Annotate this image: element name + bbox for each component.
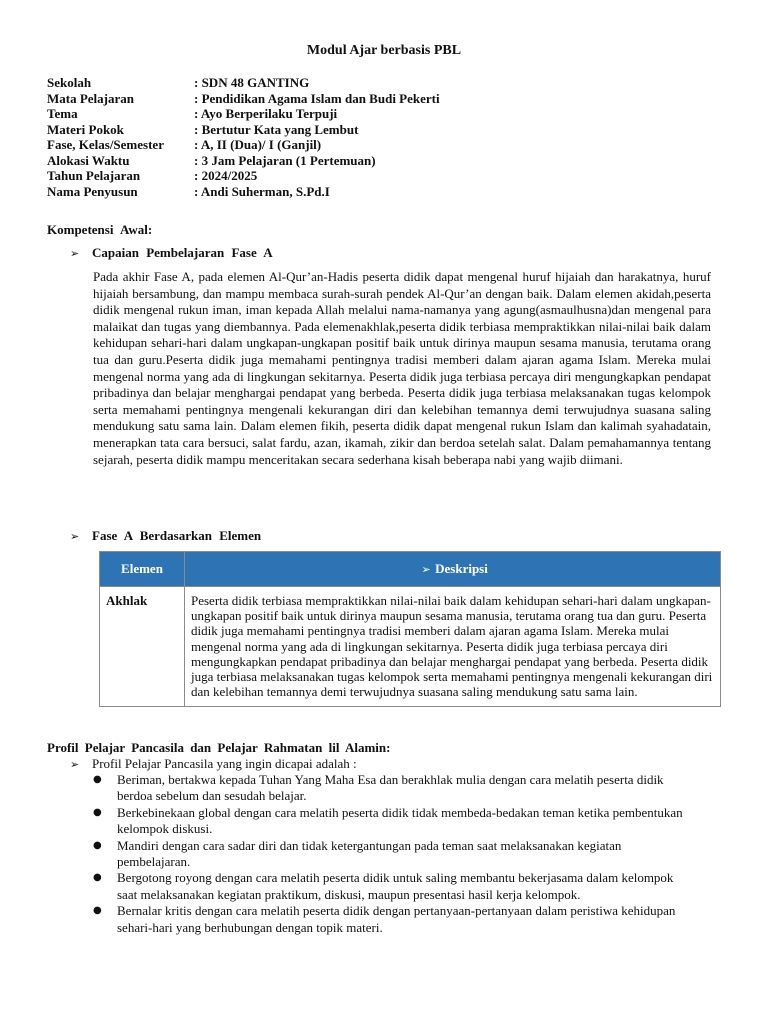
info-label: Alokasi Waktu	[47, 152, 130, 168]
capaian-heading-text: Capaian Pembelajaran Fase A	[92, 245, 273, 260]
list-item-text: Beriman, bertakwa kepada Tuhan Yang Maha Esa dan berakhlak mulia dengan cara melatih peserta didik berdoa sebelum dan sesudah belajar.	[117, 772, 664, 804]
list-item	[93, 838, 683, 871]
list-item-text: Bergotong royong dengan cara melatih peserta didik untuk saling membantu bekerjasama dalam kelompok saat melaksanakan kegiatan praktikum, diskusi, maupun presentasi hasil kerja kelompok.	[117, 870, 674, 902]
capaian-heading	[70, 245, 273, 261]
info-label: Fase, Kelas/Semester	[47, 137, 164, 152]
info-value: : Andi Suherman, S.Pd.I	[194, 183, 330, 199]
info-label: Sekolah	[47, 75, 92, 90]
info-row	[47, 184, 440, 200]
list-item	[93, 805, 683, 838]
list-item	[93, 772, 683, 805]
table-cell-deskripsi: Peserta didik terbiasa mempraktikkan nilai-nilai baik dalam kehidupan sehari-hari dalam ungkapan-ungkapan positif baik untuk dirinya maupun sesama manusia, terutama orang tua dan guru. Peserta didik juga memahami pentingnya tradisi memberi dalam ajaran agama Islam. Mereka mulai mengenal norma yang ada di lingkungan sekitarnya. Peserta didik juga terbiasa percaya diri mengungkapkan pendapat pribadinya dan belajar menghargai pendapat yang berbeda. Peserta didik juga terbiasa melaksanakan tugas kelompok serta memahami pentingnya mengenali kekurangan diri dan kelebihan temannya demi terwujudnya suasana saling mendukung satu sama lain.	[185, 587, 721, 707]
profil-heading: Profil Pelajar Pancasila dan Pelajar Rahmatan lil Alamin:	[47, 740, 391, 755]
bullet-dot-icon: ●	[93, 806, 102, 818]
list-item	[93, 903, 683, 936]
info-row	[47, 75, 440, 91]
info-label: Tahun Pelajaran	[47, 168, 141, 183]
info-label: Tema	[47, 106, 78, 121]
info-label: Nama Penyusun	[47, 183, 138, 199]
info-value: : Bertutur Kata yang Lembut	[194, 121, 359, 137]
table-row	[100, 587, 721, 707]
arrowhead-bullet-icon: ➢	[70, 247, 80, 260]
bullet-dot-icon: ●	[93, 774, 102, 785]
info-value: : Pendidikan Agama Islam dan Budi Pekerti	[194, 90, 440, 106]
bullet-dot-icon: ●	[93, 872, 102, 884]
elemen-table	[99, 551, 721, 707]
table-cell-elemen: Akhlak	[100, 587, 185, 707]
bullet-dot-icon: ●	[93, 839, 102, 851]
document-title: Modul Ajar berbasis PBL	[306, 43, 462, 58]
list-item-text: Bernalar kritis dengan cara melatih peserta didik dengan pertanyaan-pertanyaan dalam peristiwa kehidupan sehari-hari yang berhubungan dengan topik materi.	[117, 903, 676, 935]
info-value: : SDN 48 GANTING	[194, 75, 310, 90]
info-value: : 2024/2025	[194, 168, 258, 183]
column-header-deskripsi	[185, 552, 721, 587]
table-header-row	[100, 552, 721, 587]
identity-info	[47, 75, 440, 199]
column-header-deskripsi-text: Deskripsi	[435, 561, 488, 576]
profil-subheading-text: Profil Pelajar Pancasila yang ingin dicapai adalah :	[92, 756, 357, 771]
info-row	[47, 137, 440, 153]
info-row	[47, 106, 440, 122]
bullet-dot-icon: ●	[93, 905, 102, 917]
info-value: : Ayo Berperilaku Terpuji	[194, 106, 338, 121]
info-row	[47, 168, 440, 184]
profil-subheading	[70, 756, 357, 772]
fase-heading-text: Fase A Berdasarkan Elemen	[92, 528, 262, 543]
fase-heading	[70, 528, 261, 544]
info-row	[47, 153, 440, 169]
list-item	[93, 870, 683, 903]
info-label: Materi Pokok	[47, 121, 124, 137]
list-item-text: Mandiri dengan cara sadar diri dan tidak ketergantungan pada teman saat melaksanakan kegiatan pembelajaran.	[117, 837, 622, 870]
arrowhead-bullet-icon: ➢	[421, 563, 431, 576]
kompetensi-heading: Kompetensi Awal:	[47, 222, 153, 237]
info-value: : 3 Jam Pelajaran (1 Pertemuan)	[194, 152, 376, 168]
capaian-paragraph: Pada akhir Fase A, pada elemen Al-Qur’an-Hadis peserta didik dapat mengenal huruf hijaiah dan harakatnya, huruf hijaiah bersambung, dan mampu membaca surah-surah pendek Al-Qur’an dengan baik. Dalam elemen akidah,peserta didik mengenal rukun iman, iman kepada Allah melalui nama-namanya yang agung(asmaulhusna)dan mengenal para malaikat dan tugas yang diembannya. Pada elemenakhlak,peserta didik terbiasa mempraktikkan nilai-nilai baik dalam kehidupan sehari-hari dalam ungkapan-ungkapan positif baik untuk dirinya maupun sesama manusia, terutama orang tua dan guru.Peserta didik juga memahami pentingnya tradisi memberi dalam ajaran agama Islam. Mereka mulai mengenal norma yang ada di lingkungan sekitarnya. Peserta didik juga terbiasa percaya diri mengungkapkan pendapat pribadinya dan belajar menghargai pendapat yang berbeda. Peserta didik juga terbiasa melaksanakan tugas kelompok serta memahami pentingnya mengenali kekurangan diri dan kelebihan temannya demi terwujudnya suasana saling mendukung satu sama lain. Dalam elemen fikih, peserta didik dapat mengenal rukun Islam dan kalimah syahadatain, menerapkan tata cara bersuci, salat fardu, azan, ikamah, zikir dan berdoa setelah salat. Dalam pemahamannya tentang sejarah, peserta didik mampu menceritakan secara sederhana kisah beberapa nabi yang wajib diimani.	[93, 269, 711, 467]
info-value: : A, II (Dua)/ I (Ganjil)	[194, 137, 322, 152]
info-label: Mata Pelajaran	[47, 90, 135, 106]
arrowhead-bullet-icon: ➢	[70, 530, 80, 543]
column-header-elemen: Elemen	[100, 552, 185, 587]
arrowhead-bullet-icon: ➢	[70, 758, 80, 771]
info-row	[47, 91, 440, 107]
info-row	[47, 122, 440, 138]
list-item-text: Berkebinekaan global dengan cara melatih peserta didik tidak membeda-bedakan teman ketika pembentukan kelompok diskusi.	[117, 804, 683, 837]
profil-list	[93, 772, 683, 936]
